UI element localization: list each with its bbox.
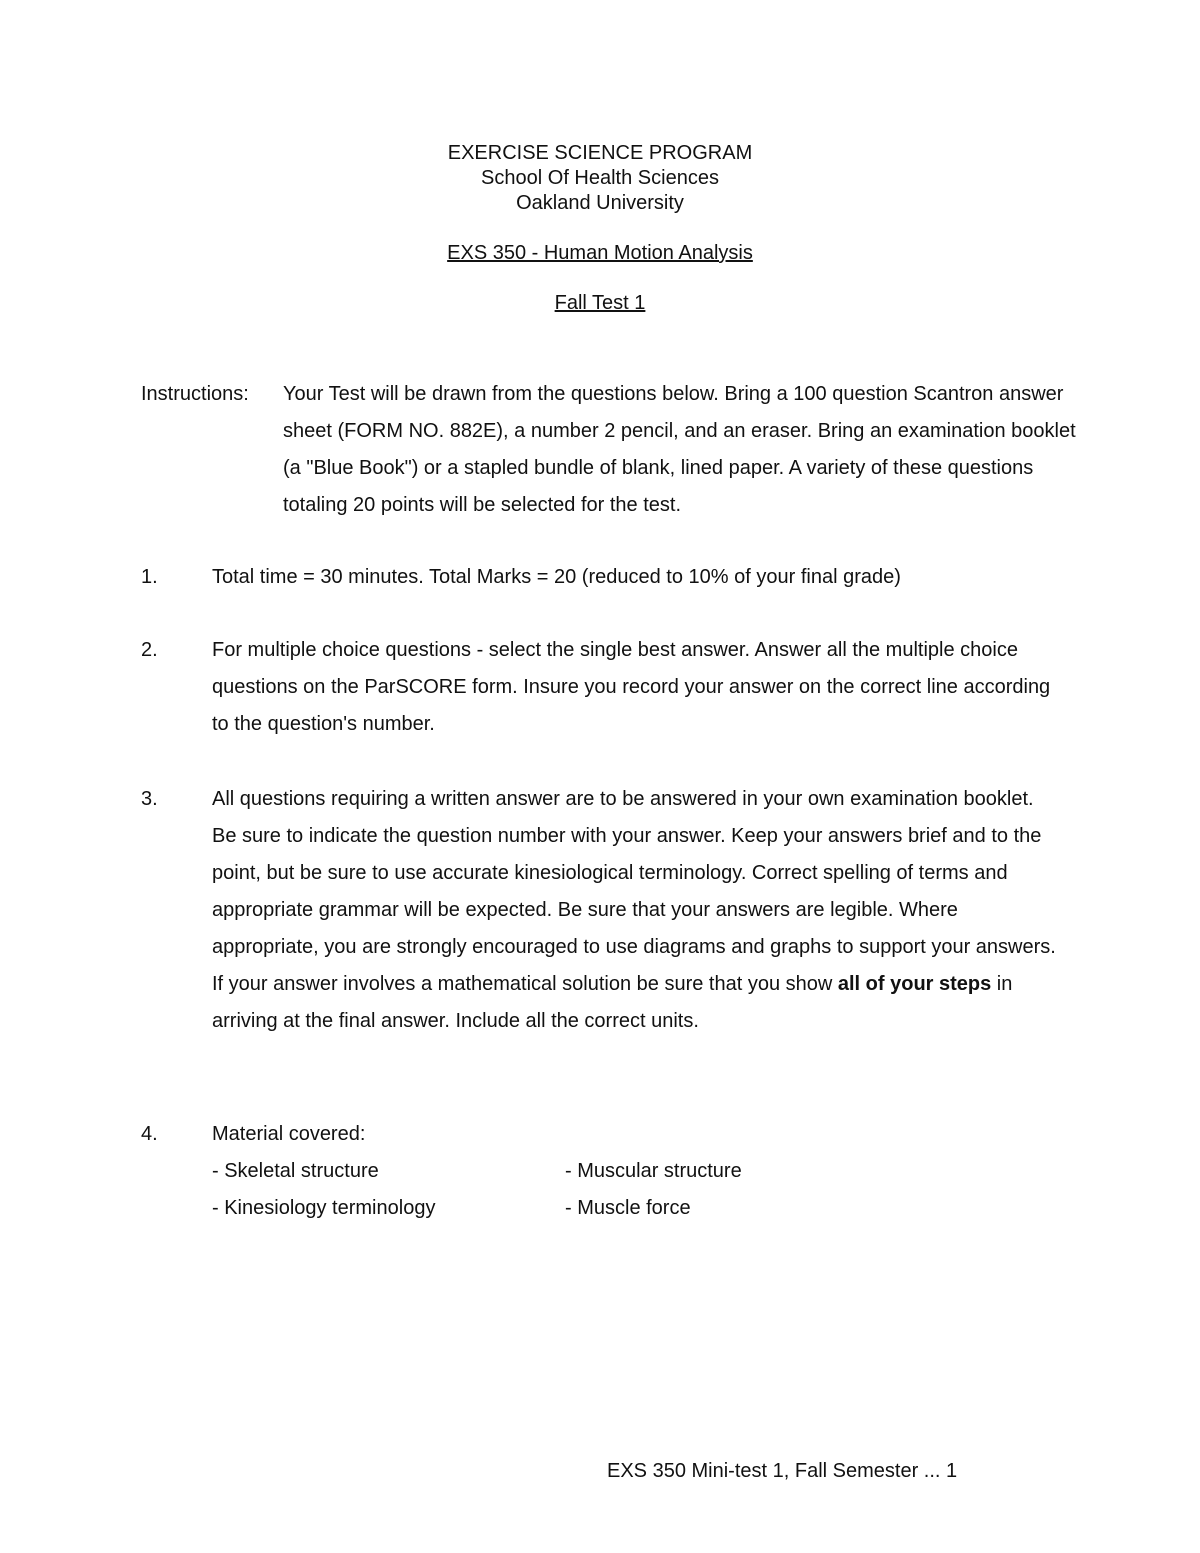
material-covered-title: Material covered: xyxy=(212,1123,366,1145)
item-text-part: All questions requiring a written answer are to be answered in your own examination booklet. Be sure to indicate the question number with your answer. Keep your answers brief and to the point, but be sure to use accurate kinesiological terminology. Correct spelling of terms and appropriate grammar will be expected. Be sure that your answers are legible. Where appropriate, you are strongly encouraged to use diagrams and graphs to support your answers. If your answer involves a mathematical solution be sure that you show xyxy=(212,788,1056,995)
course-title: EXS 350 - Human Motion Analysis xyxy=(447,242,753,264)
test-title: Fall Test 1 xyxy=(554,292,646,314)
instructions-label: Instructions: xyxy=(141,383,249,405)
item-number: 3. xyxy=(141,788,158,810)
item-text: Total time = 30 minutes. Total Marks = 20 (reduced to 10% of your final grade) xyxy=(212,566,901,588)
item-text-part: in arriving at the final answer. Include all the correct units. xyxy=(212,973,1013,1032)
document-header xyxy=(0,141,1200,216)
item-text: For multiple choice questions - select the single best answer. Answer all the multiple choice questions on the ParSCORE form. Insure you record your answer on the correct line according to the question's number. xyxy=(212,639,1051,735)
course-title-row xyxy=(0,241,1200,266)
program-title: EXERCISE SCIENCE PROGRAM xyxy=(447,142,753,164)
item-number: 4. xyxy=(141,1123,158,1145)
material-item: - Muscular structure xyxy=(565,1160,742,1182)
item-number: 2. xyxy=(141,639,158,661)
material-item: - Skeletal structure xyxy=(212,1160,379,1182)
university-name: Oakland University xyxy=(516,192,684,214)
item-text-bold: all of your steps xyxy=(837,973,992,995)
page-footer: EXS 350 Mini-test 1, Fall Semester ... 1 xyxy=(607,1460,958,1482)
test-title-row xyxy=(0,291,1200,316)
material-item: - Kinesiology terminology xyxy=(212,1197,436,1219)
material-left-column xyxy=(212,1153,435,1227)
item-text xyxy=(212,781,1057,1040)
instructions-text: Your Test will be drawn from the questions below. Bring a 100 question Scantron answer sheet (FORM NO. 882E), a number 2 pencil, and an eraser. Bring an examination booklet (a "Blue Book") or a stapled bundle of blank, lined paper. A variety of these questions totaling 20 points will be selected for the test. xyxy=(283,383,1076,516)
item-number: 1. xyxy=(141,566,158,588)
material-item: - Muscle force xyxy=(565,1197,691,1219)
school-name: School Of Health Sciences xyxy=(481,167,719,189)
material-right-column xyxy=(565,1153,742,1227)
